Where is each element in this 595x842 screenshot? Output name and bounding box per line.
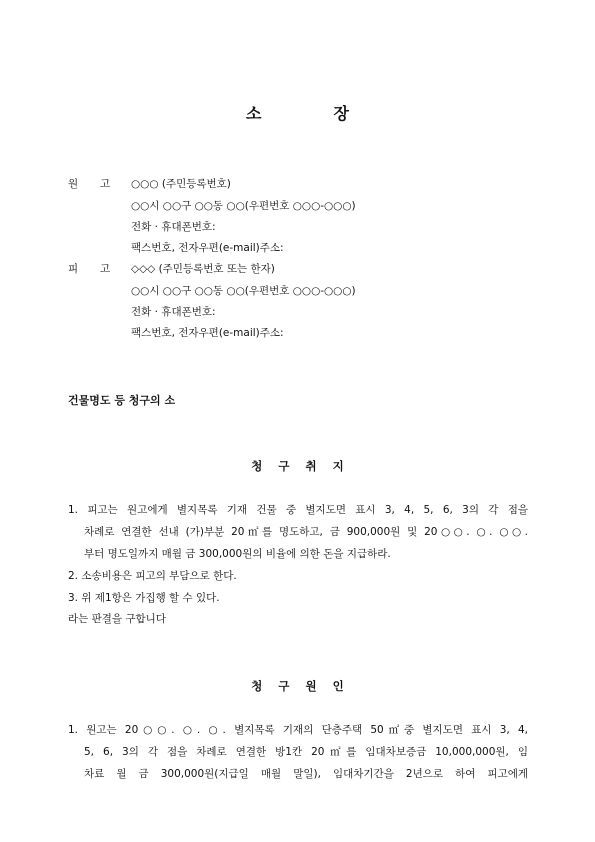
claim-purpose-heading — [0, 458, 595, 474]
plaintiff-label-char-2: 고 — [100, 178, 111, 190]
defendant-fax-email: 팩스번호, 전자우편(e-mail)주소: — [131, 327, 284, 339]
plaintiff-phone: 전화 · 휴대폰번호: — [131, 221, 216, 233]
claim-purpose-item1-line3: 부터 명도일까지 매월 금 300,000원의 비율에 의한 돈을 지급하라. — [84, 548, 391, 560]
defendant-address: ○○시 ○○구 ○○동 ○○(우편번호 ○○○-○○○) — [131, 285, 356, 297]
claim-purpose-heading-char-1: 청 — [251, 459, 263, 473]
defendant-label — [68, 261, 114, 276]
title-char-1: 소 — [246, 104, 262, 123]
claim-purpose-heading-char-2: 구 — [278, 459, 290, 473]
defendant-phone: 전화 · 휴대폰번호: — [131, 306, 216, 318]
claim-cause-item1-line2: 5, 6, 3의 각 점을 차례로 연결한 방1칸 20㎡를 임대차보증금 10,000,000원, 임 — [84, 746, 528, 758]
defendant-label-char-2: 고 — [100, 263, 111, 275]
claim-purpose-heading-char-3: 취 — [305, 459, 317, 473]
claim-purpose-heading-char-4: 지 — [332, 459, 344, 473]
claim-purpose-item1-line1: 1. 피고는 원고에게 별지목록 기재 건물 중 별지도면 표시 3, 4, 5, 6, 3의 각 점을 — [68, 504, 528, 516]
claim-purpose-item3: 3. 위 제1항은 가집행 할 수 있다. — [68, 592, 220, 604]
claim-cause-heading-char-4: 인 — [332, 679, 344, 693]
title-char-2: 장 — [333, 104, 349, 123]
case-name: 건물명도 등 청구의 소 — [68, 394, 176, 407]
plaintiff-address: ○○시 ○○구 ○○동 ○○(우편번호 ○○○-○○○) — [131, 200, 356, 212]
claim-cause-heading-char-2: 구 — [278, 679, 290, 693]
plaintiff-label — [68, 176, 114, 191]
plaintiff-fax-email: 팩스번호, 전자우편(e-mail)주소: — [131, 242, 284, 254]
claim-cause-item1-line1: 1. 원고는 20○○. ○. ○. 별지목록 기재의 단층주택 50㎡중 별지도면 표시 3, 4, — [68, 724, 528, 736]
claim-cause-heading-char-1: 청 — [251, 679, 263, 693]
claim-cause-heading — [0, 678, 595, 694]
claim-cause-heading-char-3: 원 — [305, 679, 317, 693]
claim-purpose-item1-line2: 차례로 연결한 선내 (가)부분 20㎡를 명도하고, 금 900,000원 및 20○○. ○. ○○. — [84, 526, 528, 538]
claim-purpose-closing: 라는 판결을 구합니다 — [68, 613, 166, 625]
document-title — [0, 101, 595, 124]
defendant-name: ◇◇◇ (주민등록번호 또는 한자) — [131, 263, 275, 275]
claim-purpose-item2: 2. 소송비용은 피고의 부담으로 한다. — [68, 570, 237, 582]
plaintiff-name: ○○○ (주민등록번호) — [131, 178, 231, 190]
defendant-label-char-1: 피 — [68, 263, 79, 275]
plaintiff-label-char-1: 원 — [68, 178, 79, 190]
claim-cause-item1-line3: 차료 월 금 300,000원(지급일 매월 말일), 임대차기간을 2년으로 하여 피고에게 — [84, 768, 528, 780]
